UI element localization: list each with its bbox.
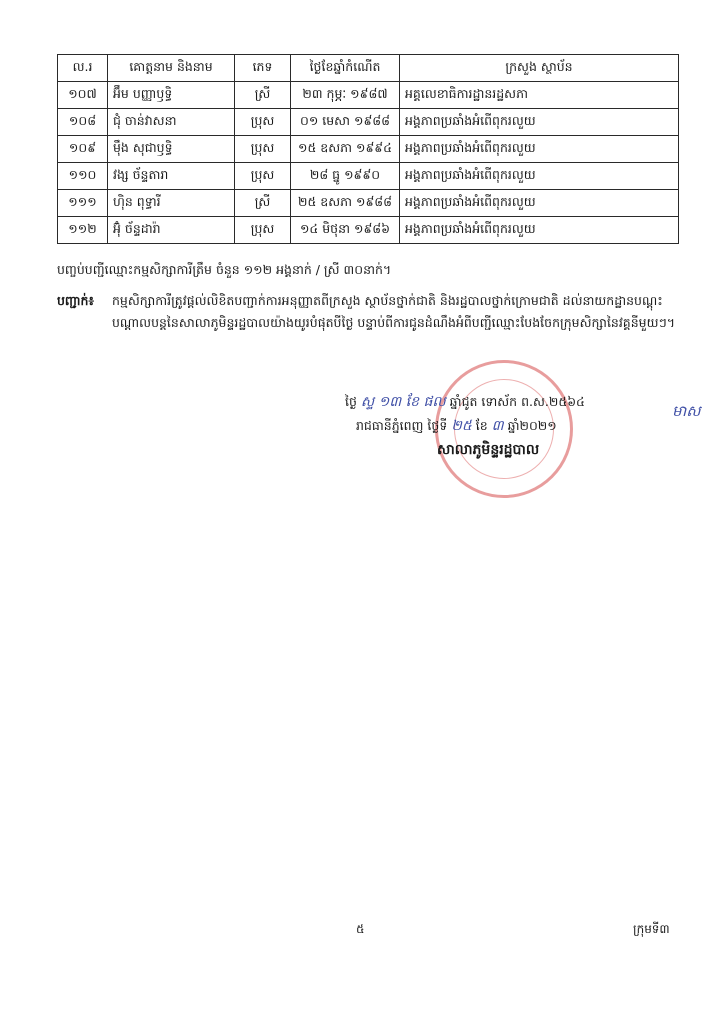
place-date-line (356, 416, 557, 437)
row-ministry: អង្គភាពប្រឆាំងអំពើពុករលួយ (400, 163, 679, 190)
row-date-of-birth: ២៥ ឧសភា ១៩៨៨ (291, 190, 400, 217)
row-gender: ប្រុស (235, 136, 291, 163)
row-name: ហ៊ិន ពុទ្ធារី (108, 190, 235, 217)
table-row (58, 163, 679, 190)
row-date-of-birth: ១៥ ឧសភា ១៩៩៤ (291, 136, 400, 163)
date-prefix: ថ្ងៃ (345, 394, 357, 409)
row-gender: ស្រី (235, 82, 291, 109)
row-ministry: អង្គភាពប្រឆាំងអំពើពុករលួយ (400, 217, 679, 244)
row-date-of-birth: ២៨ ធ្នូ ១៩៩០ (291, 163, 400, 190)
row-number: ១០៧ (58, 82, 108, 109)
header-gender: ភេទ (235, 55, 291, 82)
date-suffix: ឆ្នាំជូត ទោស័ក ព.ស.២៥៦៤ (449, 394, 585, 409)
year-text: ឆ្នាំ២០២១ (507, 418, 557, 433)
row-number: ១០៨ (58, 109, 108, 136)
row-number: ១១១ (58, 190, 108, 217)
group-label: ក្រុមទី៣ (633, 922, 670, 936)
row-name: អ៊ឹម បញ្ញាឫទ្ធិ (108, 82, 235, 109)
signature: មាស (672, 402, 701, 420)
list-summary: បញ្ចប់បញ្ជីឈ្មោះកម្មសិក្សាការីត្រឹម ចំនួន ១១២ អង្គនាក់ / ស្រី ៣០នាក់។ (57, 262, 392, 277)
row-ministry: អង្គភាពប្រឆាំងអំពើពុករលួយ (400, 109, 679, 136)
row-date-of-birth: ១៤ មិថុនា ១៩៨៦ (291, 217, 400, 244)
handwritten-date: ស្ទ ១៣ ខែ ផល (360, 394, 446, 410)
table-row (58, 82, 679, 109)
handwritten-month: ៣ (491, 418, 504, 434)
participant-table (57, 54, 679, 244)
row-date-of-birth: ២៣ កុម្ភៈ ១៩៨៧ (291, 82, 400, 109)
lunar-date-line (345, 392, 585, 413)
handwritten-day: ២៥ (451, 418, 472, 434)
table-row (58, 136, 679, 163)
row-gender: ប្រុស (235, 217, 291, 244)
row-ministry: អគ្គលេខាធិការដ្ឋានរដ្ឋសភា (400, 82, 679, 109)
row-name: ម៉ឹង សុជាឫទ្ធិ (108, 136, 235, 163)
row-name: វង្ស ច័ន្ទតារា (108, 163, 235, 190)
place-prefix: រាជធានីភ្នំពេញ ថ្ងៃទី (356, 418, 448, 433)
row-number: ១១២ (58, 217, 108, 244)
row-ministry: អង្គភាពប្រឆាំងអំពើពុករលួយ (400, 190, 679, 217)
row-ministry: អង្គភាពប្រឆាំងអំពើពុករលួយ (400, 136, 679, 163)
row-name: អ៊ុំ ច័ន្ទដារ៉ា (108, 217, 235, 244)
table-row (58, 217, 679, 244)
header-ministry: ក្រសួង ស្ថាប័ន (400, 55, 679, 82)
page-number: ៥ (356, 922, 365, 936)
header-number: ល.រ (58, 55, 108, 82)
month-label: ខែ (475, 418, 488, 433)
note-label: បញ្ជាក់៖ (57, 293, 94, 308)
row-gender: ប្រុស (235, 109, 291, 136)
table-header-row (58, 55, 679, 82)
row-date-of-birth: ០១ មេសា ១៩៨៨ (291, 109, 400, 136)
table-row (58, 109, 679, 136)
table-row (58, 190, 679, 217)
row-name: ជុំ ចាន់វាសនា (108, 109, 235, 136)
row-gender: ប្រុស (235, 163, 291, 190)
organization-name: សាលាភូមិន្ទរដ្ឋបាល (437, 442, 540, 458)
note-text: កម្មសិក្សាការីត្រូវផ្តល់លិខិតបញ្ជាក់ការអនុញ្ញាតពីក្រសួង ស្ថាប័នថ្នាក់ជាតិ និងរដ្ឋបាលថ្នាក់ក្រោមជាតិ ដល់នាយកដ្ឋានបណ្តុះបណ្តាលបន្តនៃសាលាភូមិន្ទរដ្ឋបាលយ៉ាងយូរបំផុតបីថ្ងៃ បន្ទាប់ពីការជូនដំណឹងអំពីបញ្ជីឈ្មោះបែងចែកក្រុមសិក្សានៃវគ្គនីមួយៗ។ (112, 293, 675, 330)
row-number: ១០៩ (58, 136, 108, 163)
header-date-of-birth: ថ្ងៃខែឆ្នាំកំណើត (291, 55, 400, 82)
header-name: គោត្តនាម និងនាម (108, 55, 235, 82)
note-paragraph (57, 290, 687, 334)
row-gender: ស្រី (235, 190, 291, 217)
row-number: ១១០ (58, 163, 108, 190)
